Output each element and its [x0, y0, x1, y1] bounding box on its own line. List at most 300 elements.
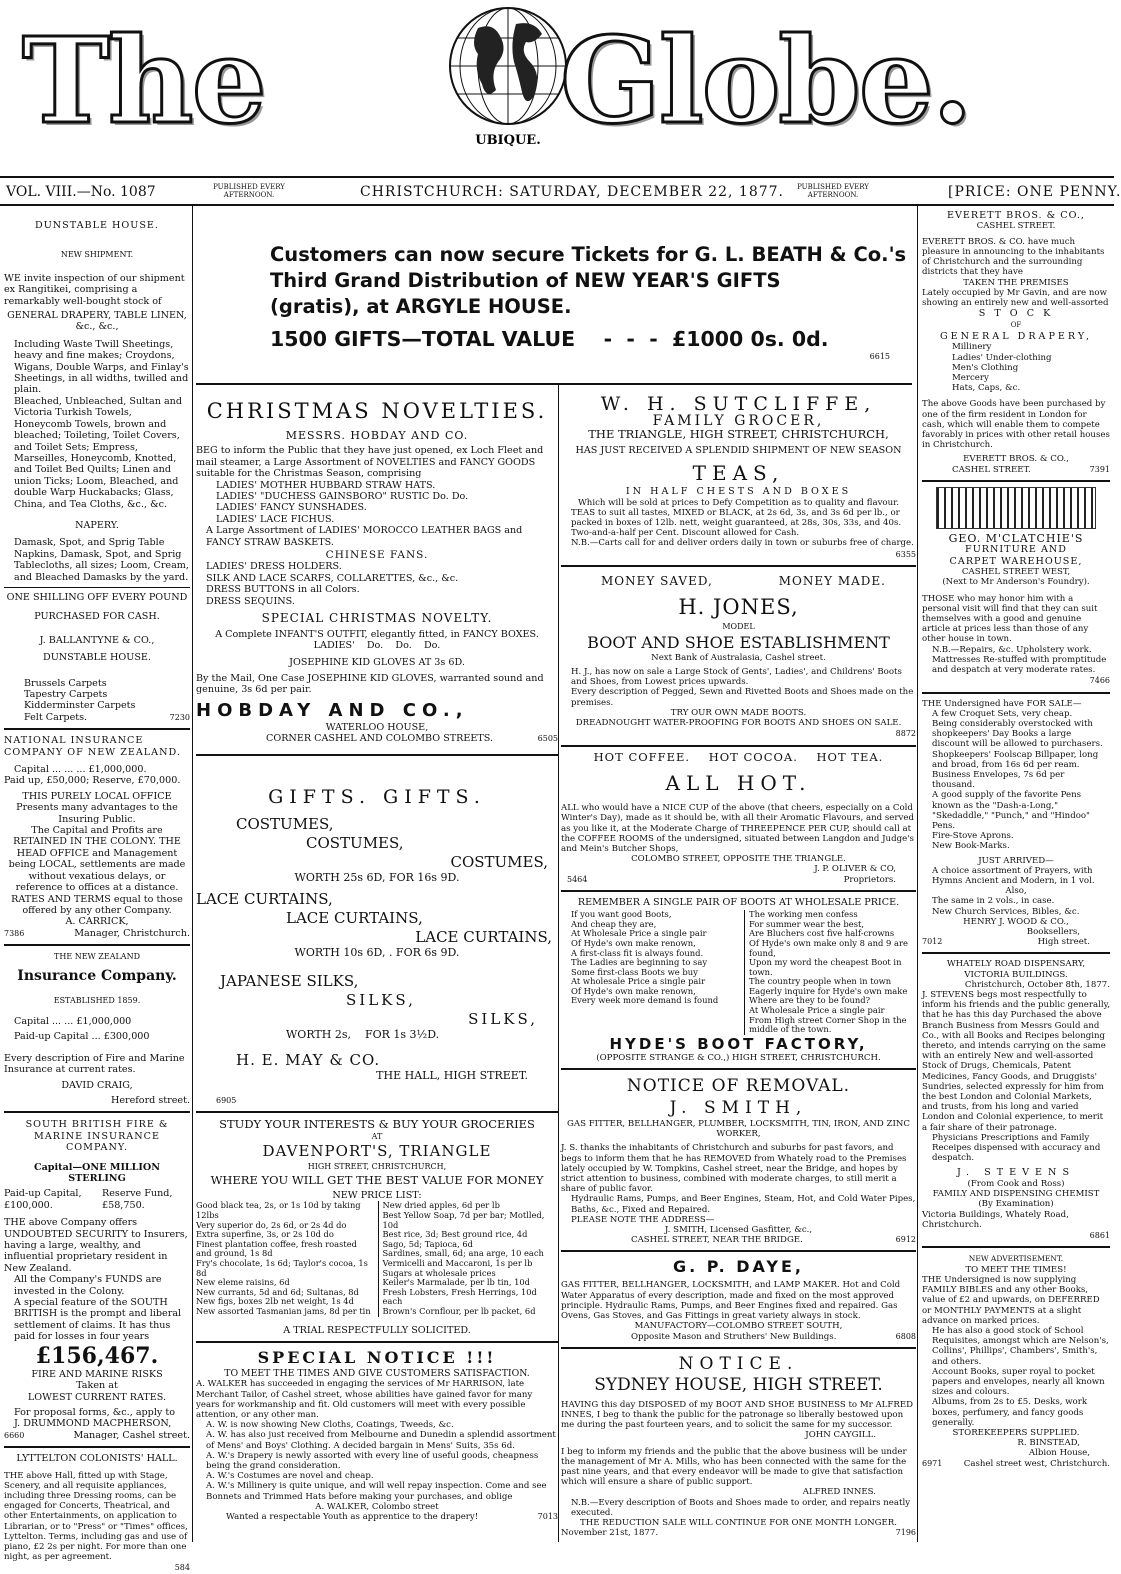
everett-p1: EVERETT BROS. & CO. have much pleasure in announcing to the inhabitants of Christchurch and the surrounding districts that they have: [922, 236, 1105, 278]
mclatchie-p1: THOSE who may honor him with a personal visit will find that they can suit themselves with a good and genuine article at prices less than those of any other house in town.: [922, 593, 1098, 645]
wood-signature-3: High street.: [1037, 937, 1090, 948]
sutcliffe-addr: THE TRIANGLE, HIGH STREET, CHRISTCHURCH,: [588, 427, 889, 442]
hobday-title: CHRISTMAS NOVELTIES.: [206, 399, 548, 423]
list-item: LADIES' DRESS HOLDERS.: [206, 561, 342, 573]
davenport-head: STUDY YOUR INTERESTS & BUY YOUR GROCERIES: [219, 1117, 535, 1132]
banner-line-3: (gratis), at ARGYLE HOUSE.: [270, 295, 572, 318]
poem-line: At wholesale Price a single pair: [571, 976, 706, 987]
oliver-p2: COLOMBO STREET, OPPOSITE THE TRIANGLE.: [631, 854, 846, 865]
hobday-ad: [196, 398, 558, 744]
dunstable-napery: NAPERY.: [75, 519, 119, 531]
binstead-ad: [922, 1253, 1110, 1468]
south-p5: Taken at: [76, 1380, 118, 1392]
poem-line: And cheap they are,: [571, 918, 657, 929]
furniture-illustration-icon: [936, 487, 1096, 529]
south-amount: £156,467.: [35, 1342, 159, 1369]
ad-code: 6660: [4, 1430, 25, 1440]
hobday-gloves: JOSEPHINE KID GLOVES AT 3s 6D.: [289, 657, 465, 669]
mclatchie-name: GEO. M'CLATCHIE'S: [948, 531, 1084, 545]
nz-title: Insurance Company.: [17, 967, 177, 984]
list-item: Very superior do, 2s 6d, or 2s 4d do: [196, 1219, 347, 1230]
everett-street: CASHEL STREET.: [976, 221, 1056, 232]
sydney-notice: NOTICE.: [678, 1353, 799, 1374]
everett-items: [922, 342, 1110, 393]
list-item: Sardines, small, 6d; ana arge, 10 each: [382, 1248, 544, 1259]
wood-also: Also,: [1005, 886, 1027, 897]
poem-line: A first-class fit is always found.: [571, 947, 704, 958]
jones-p2: Every description of Pegged, Sewn and Rivetted Boots and Shoes made on the premises.: [571, 687, 914, 708]
list-item: A few Croquet Sets, very cheap.: [932, 708, 1073, 719]
list-item: Finest plantation coffee, fresh roasted and ground, 1s 8d: [196, 1238, 357, 1259]
list-item: Brussels Carpets: [24, 677, 107, 689]
gifts-price1: WORTH 25s 6D, FOR 16s 9D.: [294, 871, 460, 885]
dunstable-p1: WE invite inspection of our shipment ex Rangitikei, comprising a remarkably well-bought stock of: [4, 272, 185, 307]
masthead-motto: UBIQUE.: [475, 133, 541, 148]
wood-signature: HENRY J. WOOD & CO.,: [963, 916, 1069, 927]
ad-code: 6905: [216, 1095, 237, 1105]
list-item: Shopkeepers' Foolscap Billpaper, long and broad, from 16s 6d per ream.: [932, 749, 1099, 770]
davenport-list: NEW PRICE LIST:: [332, 1190, 422, 1201]
wood-p1: A choice assortment of Prayers, with Hymns Ancient and Modern, in 1 vol.: [932, 865, 1095, 886]
ad-code: 8872: [895, 729, 916, 739]
hobday-addr1: WATERLOO HOUSE,: [325, 721, 429, 733]
list-item: Best rice, 3d; Best ground rice, 4d: [382, 1229, 528, 1240]
south-cap: Capital—ONE MILLION STERLING: [33, 1161, 161, 1184]
poem-line: From High street Corner Shop in the middle of the town.: [749, 1014, 907, 1035]
national-p3: The Capital and Profits are RETAINED IN THE COLONY. THE HEAD OFFICE and Management being LOCAL, settlements are made without vexatious delays, or reference to offices at a distance.: [8, 825, 186, 894]
oliver-title: ALL HOT.: [665, 771, 812, 796]
davenport-name: DAVENPORT'S, TRIANGLE: [262, 1142, 492, 1161]
sydney-house-ad: [561, 1354, 916, 1539]
wood-p3: New Church Services, Bibles, &c.: [932, 906, 1080, 917]
volume-number: VOL. VIII.—No. 1087: [6, 184, 156, 200]
oliver-head: HOT COFFEE. HOT COCOA. HOT TEA.: [593, 749, 884, 764]
wood-ad: [922, 699, 1110, 948]
hyde-head: REMEMBER A SINGLE PAIR OF BOOTS AT WHOLESALE PRICE.: [577, 896, 900, 908]
walker-p2: A. W. is now showing New Cloths, Coatings, Tweeds, &c.: [206, 1420, 454, 1431]
column-4: [922, 210, 1110, 1542]
mclatchie-near: (Next to Mr Anderson's Foundry).: [942, 577, 1090, 588]
list-item: Fry's chocolate, 1s 6d; Taylor's cocoa, 1s 8d: [196, 1257, 368, 1278]
south-paid-right: Reserve Fund, £58,750.: [102, 1188, 173, 1211]
south-british-ad: [4, 1119, 190, 1441]
sydney-p1: HAVING this day DISPOSED of my BOOT AND SHOE BUSINESS to Mr ALFRED INNES, I beg to thank the public for the patronage so liberally bestowed upon me during the past fourteen years, and to solicit the same for my successor.: [561, 1399, 913, 1431]
banner-line-4: 1500 GIFTS—TOTAL VALUE - - - £1000 0s. 0d.: [270, 327, 829, 351]
oliver-ad: [561, 749, 916, 885]
stevens-date: Christchurch, October 8th, 1877.: [964, 979, 1110, 990]
gifts-l9: SILKS,: [468, 1010, 538, 1029]
everett-p4: The above Goods have been purchased by one of the firm resident in London for cash, which will enable them to compete favorably in prices with other retail houses in Christchurch.: [922, 399, 1110, 451]
south-p3: A special feature of the SOUTH BRITISH is the prompt and liberal settlement of claims. It has thus paid for losses in four years: [14, 1297, 182, 1343]
walker-p5: A. W.'s Costumes are novel and cheap.: [206, 1471, 374, 1482]
list-item: Best Yellow Soap, 7d per bar; Motlled, 10d: [382, 1210, 545, 1230]
hyde-title: HYDE'S BOOT FACTORY,: [609, 1034, 868, 1053]
stevens-chem: FAMILY AND DISPENSING CHEMIST: [932, 1189, 1100, 1200]
smith-signature: J. SMITH, Licensed Gasfitter, &c.,: [664, 1225, 813, 1236]
everett-signature: EVERETT BROS. & CO.,: [963, 454, 1069, 465]
smith-p1: J. S. thanks the inhabitants of Christchurch and suburbs for past favors, and begs to inform them that he has REMOVED from Whately road to the Premises lately occupied by W. Tompkins, Cashel street, near the Bridge, and hopes by strict attention to business, combined with moderate charges, to still merit a share of public favor.: [561, 1143, 907, 1195]
nz-pre: THE NEW ZEALAND: [54, 952, 140, 962]
dunstable-title: DUNSTABLE HOUSE.: [35, 220, 159, 231]
hyde-poem: [561, 910, 916, 1035]
stevens-p1: J. STEVENS begs most respectfully to inform his friends and the public generally, that he has this day Purchased the above Branch Business from Messrs Gould and Co., with all Books and Recipes belonging thereto, and intends carrying on the same with an entirely New and well-assorted Stock of Drugs, Chemicals, Patent Medicines, Fancy Goods, and Druggists' Sundries, selected expressly for him from the best London and Colonial Markets, and trusts, from his long and varied London and Colonial experience, to merit a fair share of their patronage.: [922, 990, 1111, 1133]
sutcliffe-p1: HAS JUST RECEIVED A SPLENDID SHIPMENT OF NEW SEASON: [575, 444, 902, 456]
walker-p4: A. W.'s Drapery is newly assorted with every line of useful goods, cheapness being the grand consideration.: [206, 1450, 539, 1471]
ad-code: 7013: [537, 1511, 558, 1521]
dunstable-p7: ONE SHILLING OFF EVERY POUND: [6, 591, 188, 603]
everett-p3: Lately occupied by Mr Gavin, and are now showing an entirely new and well-assorted: [922, 287, 1109, 309]
poem-line: Of Hyde's own make only 8 and 9 are found,: [749, 937, 908, 958]
national-p4: RATES AND TERMS equal to those offered by any other Company.: [11, 893, 183, 916]
hobday-items2: [196, 561, 558, 607]
hobday-fans: CHINESE FANS.: [325, 549, 429, 562]
gifts-l7: JAPANESE SILKS,: [220, 972, 359, 991]
list-item: New Book-Marks.: [932, 841, 1010, 852]
hobday-addr2: CORNER CASHEL AND COLOMBO STREETS.: [266, 732, 494, 744]
dunstable-p10: DUNSTABLE HOUSE.: [43, 652, 151, 664]
walker-ad: [196, 1348, 558, 1522]
place-date: CHRISTCHURCH: SATURDAY, DECEMBER 22, 1877.: [360, 184, 784, 200]
davenport-ad: [196, 1119, 558, 1336]
banner-code: 6615: [869, 352, 890, 361]
national-p2: Presents many advantages to the Insuring Public.: [16, 802, 178, 825]
list-item: A good supply of the favorite Pens known as the "Dash-a-Long," "Skedaddle," "Punch," and "Hindoo" Pens.: [932, 790, 1091, 831]
poem-line: Some first-class Boots we buy: [571, 966, 698, 977]
south-p2: All the Company's FUNDS are invested in the Colony.: [14, 1274, 162, 1297]
everett-stock: S T O C K: [978, 308, 1054, 320]
list-item: LADIES' MOTHER HUBBARD STRAW HATS.: [216, 479, 436, 491]
mclatchie-p2: N.B.—Repairs, &c. Upholstery work. Mattresses Re-stuffed with promptitude and despatch at very moderate rates.: [932, 644, 1107, 675]
binstead-title: TO MEET THE TIMES!: [965, 1264, 1067, 1275]
lyttelton-title: LYTTELTON COLONISTS' HALL.: [16, 1453, 178, 1465]
wood-signature-2: Booksellers,: [1026, 927, 1080, 938]
everett-title: EVERETT BROS. & CO.,: [947, 210, 1085, 221]
list-item: DRESS SEQUINS.: [206, 595, 295, 607]
binstead-signature: R. BINSTEAD,: [1017, 1438, 1080, 1449]
ad-code: 6971: [922, 1458, 943, 1468]
stevens-signature: J. STEVENS: [956, 1167, 1076, 1179]
walker-p3: A. W. has also just received from Melbourne and Dunedin a splendid assortment of Mens' and Boys' Clothing. A decided bargain in Mens' Suits, 35s 6d.: [206, 1430, 556, 1451]
sydney-signature-2: ALFRED INNES.: [802, 1487, 876, 1498]
ad-code: 584: [174, 1563, 190, 1573]
jones-title: BOOT AND SHOE ESTABLISHMENT: [587, 632, 890, 652]
jones-name: H. JONES,: [678, 595, 799, 620]
sydney-signature-1: JOHN CAYGILL.: [805, 1430, 876, 1441]
poem-line: Are Bluchers cost five half-crowns: [749, 928, 895, 939]
list-item: Men's Clothing: [952, 362, 1019, 373]
dunstable-p6: Damask, Spot, and Sprig Table Napkins, Damask, Spot, and Sprig Tablecloths, all sizes; Loom, Cream, and Bleached Damasks by the yard.: [14, 537, 189, 583]
davenport-trial: A TRIAL RESPECTFULLY SOLICITED.: [283, 1324, 471, 1336]
smith-title: NOTICE OF REMOVAL.: [626, 1076, 851, 1097]
binstead-p2: He has also a good stock of School Requisites, amongst which are Nelson's, Collins', Phillips', Chambers', Smith's, and others.: [932, 1325, 1109, 1367]
sutcliffe-ad: [561, 392, 916, 560]
jones-head-left: MONEY SAVED,: [601, 574, 713, 589]
poem-line: Of Hyde's own make renown,: [571, 985, 696, 996]
poem-line: If you want good Boots,: [571, 909, 672, 920]
stevens-bldg: VICTORIA BUILDINGS.: [964, 969, 1068, 980]
oliver-signature: J. P. OLIVER & CO,: [814, 864, 896, 875]
wood-arrived: JUST ARRIVED—: [978, 855, 1054, 866]
banner-line-1: Customers can now secure Tickets for G. L. BEATH & Co.'s: [270, 243, 907, 266]
south-p1: THE above Company offers UNDOUBTED SECURITY to Insurers, having a large, wealthy, and influential proprietary resident in New Zealand.: [4, 1217, 188, 1274]
dunstable-item-list: [4, 678, 190, 724]
poem-line: Where are they to be found?: [749, 995, 871, 1006]
stevens-addr: Victoria Buildings, Whately Road, Christchurch.: [922, 1209, 1069, 1230]
sutcliffe-chests: IN HALF CHESTS AND BOXES: [625, 486, 852, 498]
column-2: [196, 392, 558, 1542]
binstead-signature-3: Cashel street west, Christchurch.: [963, 1458, 1110, 1469]
dunstable-sub: NEW SHIPMENT.: [60, 250, 134, 260]
smith-p2: Hydraulic Rams, Pumps, and Beer Engines, Steam, Hot, and Cold Water Pipes, Baths, &c., Fixed and Repaired.: [571, 1194, 916, 1215]
sutcliffe-name: W. H. SUTCLIFFE,: [600, 393, 877, 415]
jones-p1: H. J., has now on sale a Large Stock of Gents', Ladies', and Childrens' Boots and Shoes, from Lowest prices upwards.: [571, 667, 902, 688]
list-item: New dried apples, 6d per lb: [382, 1200, 500, 1211]
jones-p3: TRY OUR OWN MADE BOOTS.: [670, 707, 807, 718]
list-item: Sago, 5d; Tapioca, 6d: [382, 1238, 473, 1249]
sutcliffe-trade: FAMILY GROCER,: [652, 413, 825, 429]
nz-insurance-ad: [4, 951, 190, 1106]
may-gifts-ad: [196, 761, 558, 1106]
list-item: LADIES' FANCY SUNSHADES.: [216, 502, 367, 514]
list-item: Mercery: [952, 373, 989, 384]
list-item: New currants, 5d and 6d; Sultanas, 8d: [196, 1286, 359, 1297]
poem-line: Eagerly inquire for Hyde's own make: [749, 985, 908, 996]
stevens-p2: Physicians Prescriptions and Family Receipes dispensed with accuracy and despatch.: [932, 1132, 1101, 1164]
ad-code: 6355: [895, 549, 916, 559]
list-item: SILK AND LACE SCARFS, COLLARETTES, &c., &c.: [206, 572, 459, 584]
gifts-l5: LACE CURTAINS,: [286, 908, 423, 927]
daye-p1: GAS FITTER, BELLHANGER, LOCKSMITH, and LAMP MAKER. Hot and Cold Water Apparatus of every description, made and fixed on the most approved principle. Hydraulic Rams, Pumps, and Beer Engines fixed and repaired. Gas Ovens, Gas Stoves, and Gas Fittings in great variety always in stock.: [561, 1280, 901, 1322]
south-p7: For proposal forms, &c., apply to: [14, 1406, 175, 1418]
south-p8: J. DRUMMOND MACPHERSON,: [14, 1418, 172, 1430]
daye-ad: [561, 1257, 916, 1341]
ad-code: 7391: [1089, 464, 1110, 474]
sutcliffe-p4: N.B.—Carts call for and deliver orders daily in town or suburbs free of charge.: [571, 538, 914, 549]
jones-p4: DREADNOUGHT WATER-PROOFING FOR BOOTS AND SHOES ON SALE.: [575, 718, 902, 729]
davenport-addr: HIGH STREET, CHRISTCHURCH,: [307, 1162, 447, 1172]
dunstable-p5: Bleached, Unbleached, Sultan and Victoria Turkish Towels, Honeycomb Towels, brown and bleached; Toileting, Toilet Covers, and Toilet Sets; Empress, Marseilles, Honeycomb, Knotted, and Toilet Bed Quilts; Linen and union Ticks; Loom, Bleached, and double Warp Huckabacks; Glass, China, and Tea Cloths, &c., &c.: [14, 395, 182, 510]
gifts-signature: H. E. MAY & CO.: [236, 1050, 381, 1069]
south-title: SOUTH BRITISH FIRE & MARINE INSURANCE COMPANY.: [25, 1119, 169, 1154]
list-item: New eleme raisins, 6d: [196, 1277, 290, 1288]
list-item: LADIES' LACE FICHUS.: [216, 513, 335, 525]
gifts-l2: COSTUMES,: [306, 834, 404, 853]
walker-p7: Wanted a respectable Youth as apprentice to the drapery!: [226, 1511, 479, 1522]
national-p5: A. CARRICK,: [65, 916, 129, 928]
poem-line: The Ladies are beginning to say: [571, 957, 708, 968]
dunstable-p8: PURCHASED FOR CASH.: [34, 611, 160, 623]
south-p4: FIRE AND MARINE RISKS: [31, 1368, 163, 1380]
lyttelton-hall-ad: [4, 1453, 190, 1574]
price-list: [196, 1201, 558, 1316]
sutcliffe-teas: TEAS,: [692, 461, 785, 486]
south-p6: LOWEST CURRENT RATES.: [27, 1391, 167, 1403]
sydney-p3: N.B.—Every description of Boots and Shoes made to order, and repairs neatly executed.: [571, 1497, 911, 1518]
everett-drapery: GENERAL DRAPERY,: [939, 331, 1092, 343]
dunstable-p9: J. BALLANTYNE & CO.,: [39, 634, 155, 646]
list-item: Business Envelopes, 7s 6d per thousand.: [932, 769, 1065, 791]
binstead-p4: Albums, from 2s to £5. Desks, work boxes, perfumery, and fancy goods generally.: [932, 1397, 1088, 1428]
ad-code: 6505: [537, 733, 558, 743]
binstead-p1: THE Undersigned is now supplying FAMILY BIBLES and any other Books, value of £2 and upwards, on DEFERRED or MONTHLY PAYMENTS at a slight advance on marked prices.: [922, 1274, 1100, 1326]
list-item: Fire-Stove Aprons.: [932, 831, 1014, 842]
nz-p1: Every description of Fire and Marine Insurance at current rates.: [4, 1052, 185, 1076]
gifts-price3: WORTH 2s, FOR 1s 3½D.: [286, 1028, 440, 1042]
dunstable-p3: &c., &c.,: [75, 321, 119, 333]
everett-ad: [922, 210, 1110, 475]
smith-ad: [561, 1075, 916, 1245]
list-item: Vermicelli and Maccaroni, 1s per lb: [382, 1257, 533, 1268]
south-paid-left: Paid-up Capital, £100,000.: [4, 1188, 82, 1211]
hobday-items1: [196, 480, 558, 526]
ad-code: 7196: [895, 1528, 916, 1538]
sydney-p4: THE REDUCTION SALE WILL CONTINUE FOR ONE MONTH LONGER.: [579, 1517, 898, 1528]
smith-addr: CASHEL STREET, NEAR THE BRIDGE.: [631, 1235, 803, 1246]
mclatchie-t2: CARPET WAREHOUSE,: [949, 555, 1083, 567]
wood-head: THE Undersigned have FOR SALE—: [922, 698, 1082, 709]
sydney-title: SYDNEY HOUSE, HIGH STREET.: [594, 1374, 883, 1395]
masthead-globe: Globe.: [560, 11, 971, 150]
poem-line: The country people when in town: [749, 976, 892, 987]
poem-line: The working men confess: [749, 909, 858, 920]
nz-paid: Paid-up Capital ... £300,000: [14, 1031, 150, 1043]
column-3: [561, 392, 916, 1542]
oliver-p1: ALL who would have a NICE CUP of the above (that cheers, especially on a Cold Winter's Day), made as it should be, with all their Aromatic Flavours, and served as you like it, at the Moderate Charge of THREEPENCE PER CUP, should call at the COFFEE ROOMS of the undersigned, situated between Langdon and Judge's and Mein's Butcher Shops,: [561, 803, 914, 854]
smith-note: PLEASE NOTE THE ADDRESS—: [571, 1214, 715, 1225]
list-item: LADIES' "DUCHESS GAINSBORO" RUSTIC Do. Do.: [216, 491, 469, 503]
poem-line: Of Hyde's own make renown,: [571, 937, 696, 948]
dunstable-house-ad: [4, 220, 190, 723]
stevens-title: WHATELY ROAD DISPENSARY,: [946, 959, 1086, 970]
mclatchie-ad: [922, 487, 1110, 687]
south-p9: Manager, Cashel street.: [73, 1429, 190, 1441]
poem-line: Every week more demand is found: [571, 995, 719, 1006]
jones-next: Next Bank of Australasia, Cashel street.: [651, 652, 826, 663]
ad-code: 7386: [4, 928, 25, 938]
jones-head-right: MONEY MADE.: [778, 574, 886, 589]
binstead-signature-2: Albion House,: [1028, 1448, 1090, 1459]
wood-p2: The same in 2 vols., in case.: [932, 896, 1055, 907]
sydney-date: November 21st, 1877.: [561, 1528, 659, 1539]
list-item: DRESS BUTTONS in all Colors.: [206, 584, 360, 596]
dateline: [0, 176, 1121, 206]
list-item: Tapestry Carpets: [24, 689, 108, 700]
nz-p2: DAVID CRAIG,: [61, 1079, 133, 1091]
nz-p3: Hereford street.: [110, 1094, 190, 1106]
hyde-ad: [561, 897, 916, 1063]
wood-items: [922, 709, 1110, 852]
daye-p3: Opposite Mason and Struthers' New Buildings.: [631, 1331, 837, 1342]
poem-line: At Wholesale Price a single pair: [749, 1005, 885, 1016]
stevens-ad: [922, 959, 1110, 1241]
hobday-p4: LADIES' Do. Do. Do.: [313, 639, 441, 651]
davenport-value: WHERE YOU WILL GET THE BEST VALUE FOR MONEY: [210, 1172, 544, 1187]
globe-icon: [438, 4, 578, 154]
ad-code: 7466: [1089, 676, 1110, 686]
list-item: New figs, boxes 2lb net weight, 1s 4d: [196, 1296, 354, 1307]
national-capital: Capital ... ... ... £1,000,000.: [14, 764, 147, 776]
published-note-left: PUBLISHED EVERY AFTERNOON.: [213, 183, 285, 199]
ad-code: 7012: [922, 937, 943, 947]
nz-est: ESTABLISHED 1859.: [53, 995, 141, 1005]
poem-line: For summer wear the best,: [749, 918, 865, 929]
smith-trade: GAS FITTER, BELLHANGER, PLUMBER, LOCKSMITH, TIN, IRON, AND ZINC WORKER,: [567, 1119, 910, 1140]
sutcliffe-p3: TEAS to suit all tastes, MIXED or BLACK, at 2s 6d, 3s, and 3s 6d per lb., or packed in boxes of 12lb. nett, weight guaranteed, at 28s, 30s, 33s, and 40s. Two-and-a-half per Cent. Discount allowed for Cash.: [571, 507, 902, 539]
list-item: Kidderminster Carpets: [24, 700, 136, 712]
daye-title: G. P. DAYE,: [673, 1257, 804, 1277]
ad-code: 6808: [895, 1331, 916, 1341]
gifts-l4: LACE CURTAINS,: [196, 889, 333, 908]
daye-p2: MANUFACTORY—COLOMBO STREET SOUTH,: [634, 1321, 843, 1332]
jones-ad: [561, 572, 916, 740]
binstead-new: NEW ADVERTISEMENT.: [968, 1254, 1064, 1264]
hyde-addr: (OPPOSITE STRANGE & CO.,) HIGH STREET, CHRISTCHURCH.: [596, 1052, 881, 1063]
list-item: Fresh Lobsters, Fresh Herrings, 10d each: [382, 1286, 537, 1307]
list-item: Ladies' Under-clothing: [952, 352, 1052, 363]
mclatchie-addr: CASHEL STREET WEST,: [961, 567, 1071, 578]
gifts-l3: COSTUMES,: [450, 853, 548, 872]
everett-p2: TAKEN THE PREMISES: [963, 277, 1069, 288]
ad-code: 6861: [1089, 1230, 1110, 1240]
price: [PRICE: ONE PENNY.: [948, 184, 1121, 200]
national-insurance-ad: [4, 735, 190, 939]
national-title: NATIONAL INSURANCE COMPANY OF NEW ZEALAND.: [4, 735, 181, 758]
banner-line-2: Third Grand Distribution of NEW YEAR'S GIFTS: [270, 269, 781, 292]
walker-title: SPECIAL NOTICE !!!: [257, 1347, 497, 1367]
ad-code: 6912: [895, 1235, 916, 1245]
ad-code: 5464: [567, 874, 588, 884]
sydney-p2: I beg to inform my friends and the public that the above business will be under the management of Mr A. Mills, who has been connected with the same for the past nine years, and that every endeavor will be made to give that satisfaction which will ensure a share of public support.: [561, 1446, 907, 1488]
binstead-p3: Account Books, super royal to pocket papers and envelopes, nearly all known sizes and colours.: [932, 1366, 1105, 1398]
stevens-exam: (By Examination): [978, 1199, 1054, 1210]
gifts-l6: LACE CURTAINS,: [415, 927, 552, 946]
walker-sub: TO MEET THE TIMES AND GIVE CUSTOMERS SATISFACTION.: [224, 1367, 530, 1379]
column-1: [4, 210, 190, 1573]
poem-line: Upon my word the cheapest Boot in town.: [749, 957, 902, 977]
list-item: Brown's Cornflour, per lb packet, 6d: [382, 1305, 536, 1316]
list-item: Sugars at wholesale prices: [382, 1267, 496, 1278]
stevens-from: (From Cook and Ross): [967, 1178, 1065, 1189]
list-item: Extra superfine, 3s, or 2s 10d do: [196, 1229, 334, 1240]
everett-signature-2: CASHEL STREET.: [952, 464, 1031, 475]
national-paid: Paid up, £50,000; Reserve, £70,000.: [4, 775, 181, 787]
mclatchie-t1: FURNITURE AND: [965, 544, 1067, 556]
hobday-p5: By the Mail, One Case JOSEPHINE KID GLOVES, warranted sound and genuine, 3s 6d per pair.: [196, 672, 544, 696]
list-item: New assorted Tasmanian jams, 8d per tin: [196, 1305, 371, 1316]
ad-code: 7230: [169, 712, 190, 722]
list-item: Millinery: [952, 342, 992, 353]
list-item: Felt Carpets.: [24, 711, 88, 723]
dunstable-p2: GENERAL DRAPERY, TABLE LINEN,: [7, 310, 187, 322]
list-item: Being considerably overstocked with shopkeepers' Day Books a large discount will be allowed to purchasers.: [932, 718, 1103, 750]
national-p6: Manager, Christchurch.: [74, 927, 190, 939]
walker-p6: A. W.'s Millinery is quite unique, and will well repay inspection. Come and see Bonnets and Trimmed Hats before making your purchases, and oblige: [206, 1481, 547, 1502]
lyttelton-p1: THE above Hall, fitted up with Stage, Scenery, and all requisite appliances, including three Dressing rooms, can be engaged for Concerts, Theatrical, and other Entertainments, on application to Librarian, or to "Press" or "Times" offices, Lyttelton. Terms, including gas and use of piano, £2 2s per night. For more than one night, as per agreement.: [4, 1470, 188, 1563]
jones-model: MODEL: [722, 622, 755, 632]
gifts-title: GIFTS. GIFTS.: [268, 786, 486, 809]
davenport-at: AT: [371, 1131, 383, 1141]
everett-of: OF: [1010, 320, 1022, 329]
beath-banner-ad: [196, 210, 912, 385]
nz-cap: Capital ... ... £1,000,000: [14, 1015, 132, 1027]
walker-p1: A. WALKER has succeeded in engaging the services of Mr HARRISON, late Merchant Tailor, of Cashel street, whose abilities have gained favor for many years for workmanship and fit. Old customers will meet with every possible attention, or any other man.: [196, 1379, 533, 1420]
sutcliffe-p2: Which will be sold at prices to Defy Competition as to quality and flavour.: [577, 497, 900, 508]
gifts-l8: SILKS,: [346, 991, 416, 1010]
gifts-price2: WORTH 10s 6D, . FOR 6s 9D.: [294, 945, 460, 959]
hobday-signature: HOBDAY AND CO.,: [196, 699, 469, 721]
binstead-p5: STOREKEEPERS SUPPLIED.: [952, 1427, 1080, 1438]
gifts-addr: THE HALL, HIGH STREET.: [376, 1068, 528, 1082]
